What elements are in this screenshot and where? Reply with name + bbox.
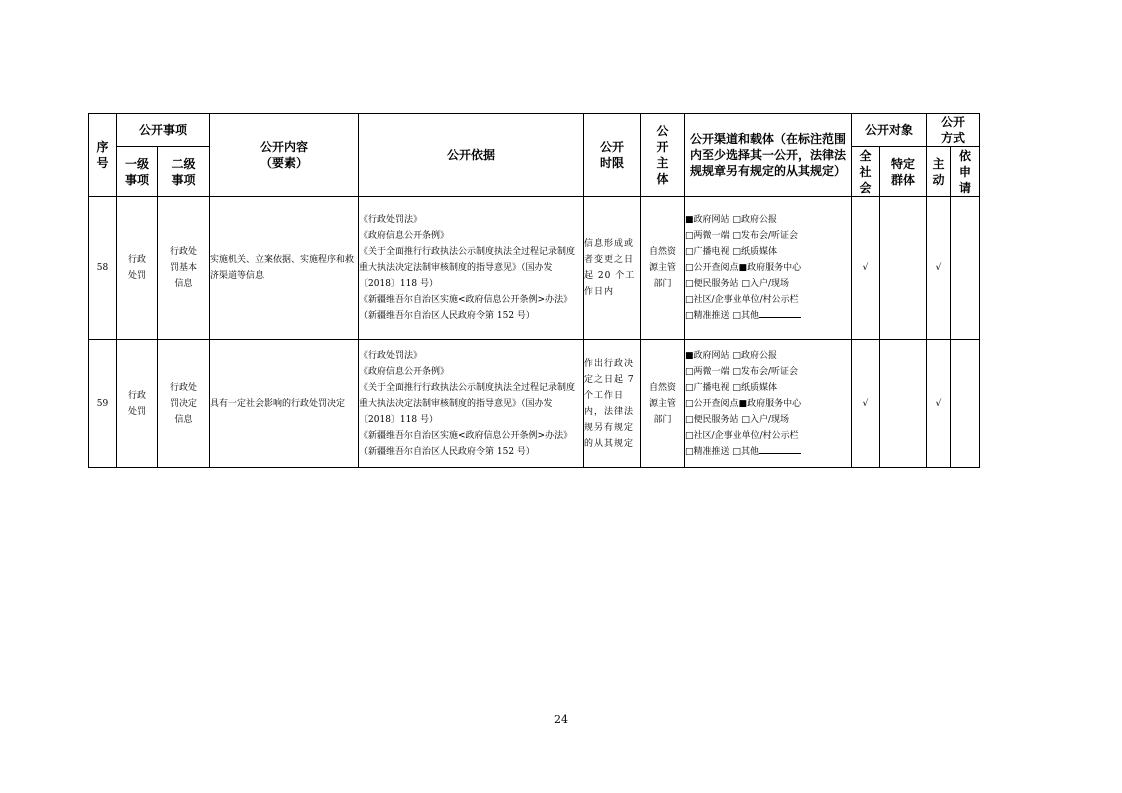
row-level1: 行政处罚 — [117, 340, 158, 468]
header-target-all: 全社会 — [852, 147, 880, 197]
basis-line: 《政府信息公开条例》 — [359, 366, 450, 377]
row-seq: 59 — [89, 340, 117, 468]
row-mode-active: √ — [927, 197, 951, 340]
row-mode-request — [951, 340, 980, 468]
channel-mark: ■ — [685, 350, 694, 361]
channel-label: 政府服务中心 — [747, 263, 802, 273]
channel-label: 精准推送 — [693, 446, 730, 457]
row-time-limit: 作出行政决定之日起 7 个工作日内，法律法规另有规定的从其规定 — [584, 340, 641, 468]
channel-label: 入户/现场 — [749, 279, 789, 289]
channel-mark: □ — [685, 382, 694, 393]
channel-mark: □ — [685, 446, 694, 457]
basis-line: 《政府信息公开条例》 — [359, 231, 450, 241]
channel-label: 社区/企事业单位/村公示栏 — [693, 295, 799, 305]
header-target-specific: 特定群体 — [880, 147, 927, 197]
row-seq: 58 — [89, 197, 117, 340]
basis-line: 《新疆维吾尔自治区实施<政府信息公开条例>办法》（新疆维吾尔自治区人民政府令第 152 号） — [359, 430, 573, 457]
channel-label: 两微一端 — [693, 231, 730, 241]
channel-mark: ■ — [685, 215, 694, 225]
header-basis: 公开依据 — [359, 114, 584, 197]
channel-label: 精准推送 — [693, 311, 730, 321]
channel-label: 便民服务站 — [693, 414, 739, 425]
channel-label: 政府服务中心 — [747, 398, 802, 409]
channel-line — [685, 348, 851, 364]
channel-label: 其他 — [740, 311, 759, 321]
channel-label: 政府公报 — [740, 350, 777, 361]
channel-line — [685, 412, 851, 428]
disclosure-table — [88, 113, 980, 468]
row-mode-request — [951, 197, 980, 340]
channel-mark: □ — [685, 398, 694, 409]
header-mode: 公开方式 — [927, 114, 980, 147]
channel-mark: ■ — [738, 263, 748, 273]
channel-mark: □ — [732, 446, 741, 457]
basis-line: 《行政处罚法》 — [359, 350, 423, 361]
channel-mark: □ — [685, 263, 694, 273]
channel-mark: □ — [685, 231, 694, 241]
row-subject: 自然资源主管部门 — [641, 340, 685, 468]
channel-mark: □ — [732, 382, 741, 393]
channel-mark: □ — [741, 414, 750, 425]
row-basis — [359, 340, 584, 468]
channel-mark: □ — [732, 311, 741, 321]
channel-line — [685, 228, 851, 244]
row-target-specific — [880, 340, 927, 468]
channel-mark: □ — [732, 247, 741, 257]
header-target: 公开对象 — [852, 114, 927, 147]
channel-label: 其他 — [740, 446, 759, 457]
row-content: 具有一定社会影响的行政处罚决定 — [210, 340, 359, 468]
channel-mark: □ — [732, 231, 741, 241]
channel-label: 发布会/听证会 — [740, 366, 798, 377]
channel-label: 发布会/听证会 — [740, 231, 798, 241]
channel-mark: □ — [685, 247, 694, 257]
channel-line — [685, 396, 851, 412]
row-level2: 行政处罚基本信息 — [158, 197, 210, 340]
header-mode-request: 依申请 — [951, 147, 980, 197]
channel-label: 公开查阅点 — [693, 263, 739, 273]
channel-line — [685, 308, 851, 324]
other-blank-line — [759, 444, 801, 454]
row-target-all: √ — [852, 340, 880, 468]
channel-line — [685, 276, 851, 292]
channel-line — [685, 244, 851, 260]
channel-mark: □ — [732, 350, 741, 361]
channel-label: 政府公报 — [740, 215, 777, 225]
basis-line: 《关于全面推行行政执法公示制度执法全过程记录制度重大执法决定法制审核制度的指导意见》（国办发〔2018〕118 号） — [359, 247, 576, 289]
header-subject: 公开主体 — [641, 114, 685, 197]
channel-line — [685, 444, 851, 460]
channel-mark: □ — [685, 430, 694, 441]
row-basis — [359, 197, 584, 340]
channel-mark: □ — [741, 279, 750, 289]
basis-line: 《关于全面推行行政执法公示制度执法全过程记录制度重大执法决定法制审核制度的指导意见》（国办发〔2018〕118 号） — [359, 382, 576, 425]
row-content: 实施机关、立案依据、实施程序和救济渠道等信息 — [210, 197, 359, 340]
channel-line — [685, 260, 851, 276]
row-channels — [685, 197, 852, 340]
row-target-specific — [880, 197, 927, 340]
channel-label: 广播电视 — [693, 382, 730, 393]
channel-line — [685, 292, 851, 308]
row-time-limit: 信息形成或者变更之日起 20 个工作日内 — [584, 197, 641, 340]
channel-mark: □ — [685, 295, 694, 305]
channel-mark: □ — [685, 414, 694, 425]
channel-label: 纸质媒体 — [740, 247, 777, 257]
channel-line — [685, 364, 851, 380]
row-level2: 行政处罚决定信息 — [158, 340, 210, 468]
channel-label: 两微一端 — [693, 366, 730, 377]
header-level1: 一级事项 — [117, 147, 158, 197]
channel-line — [685, 380, 851, 396]
channel-label: 广播电视 — [693, 247, 730, 257]
header-time-limit: 公开时限 — [584, 114, 641, 197]
page-number: 24 — [554, 713, 568, 726]
row-level1: 行政处罚 — [117, 197, 158, 340]
channel-mark: □ — [732, 215, 741, 225]
header-seq: 序号 — [89, 114, 117, 197]
header-item: 公开事项 — [117, 114, 210, 147]
channel-line — [685, 428, 851, 444]
channel-mark: □ — [685, 366, 694, 377]
channel-mark: □ — [685, 311, 694, 321]
header-content: 公开内容（要素） — [210, 114, 359, 197]
other-blank-line — [759, 308, 801, 318]
channel-line — [685, 212, 851, 228]
header-channel: 公开渠道和载体（在标注范围内至少选择其一公开，法律法规规章另有规定的从其规定） — [685, 114, 852, 197]
basis-line: 《新疆维吾尔自治区实施<政府信息公开条例>办法》（新疆维吾尔自治区人民政府令第 152 号） — [359, 295, 573, 321]
channel-label: 公开查阅点 — [693, 398, 739, 409]
channel-mark: □ — [732, 366, 741, 377]
row-mode-active: √ — [927, 340, 951, 468]
channel-label: 纸质媒体 — [740, 382, 777, 393]
header-level2: 二级事项 — [158, 147, 210, 197]
header-mode-active: 主动 — [927, 147, 951, 197]
row-channels — [685, 340, 852, 468]
channel-mark: ■ — [738, 398, 748, 409]
row-target-all: √ — [852, 197, 880, 340]
channel-label: 入户/现场 — [749, 414, 789, 425]
row-subject: 自然资源主管部门 — [641, 197, 685, 340]
table-row — [89, 340, 980, 468]
basis-line: 《行政处罚法》 — [359, 215, 423, 225]
channel-label: 政府网站 — [693, 215, 730, 225]
channel-label: 便民服务站 — [693, 279, 739, 289]
channel-mark: □ — [685, 279, 694, 289]
channel-label: 社区/企事业单位/村公示栏 — [693, 430, 799, 441]
table-row — [89, 197, 980, 340]
channel-label: 政府网站 — [693, 350, 730, 361]
